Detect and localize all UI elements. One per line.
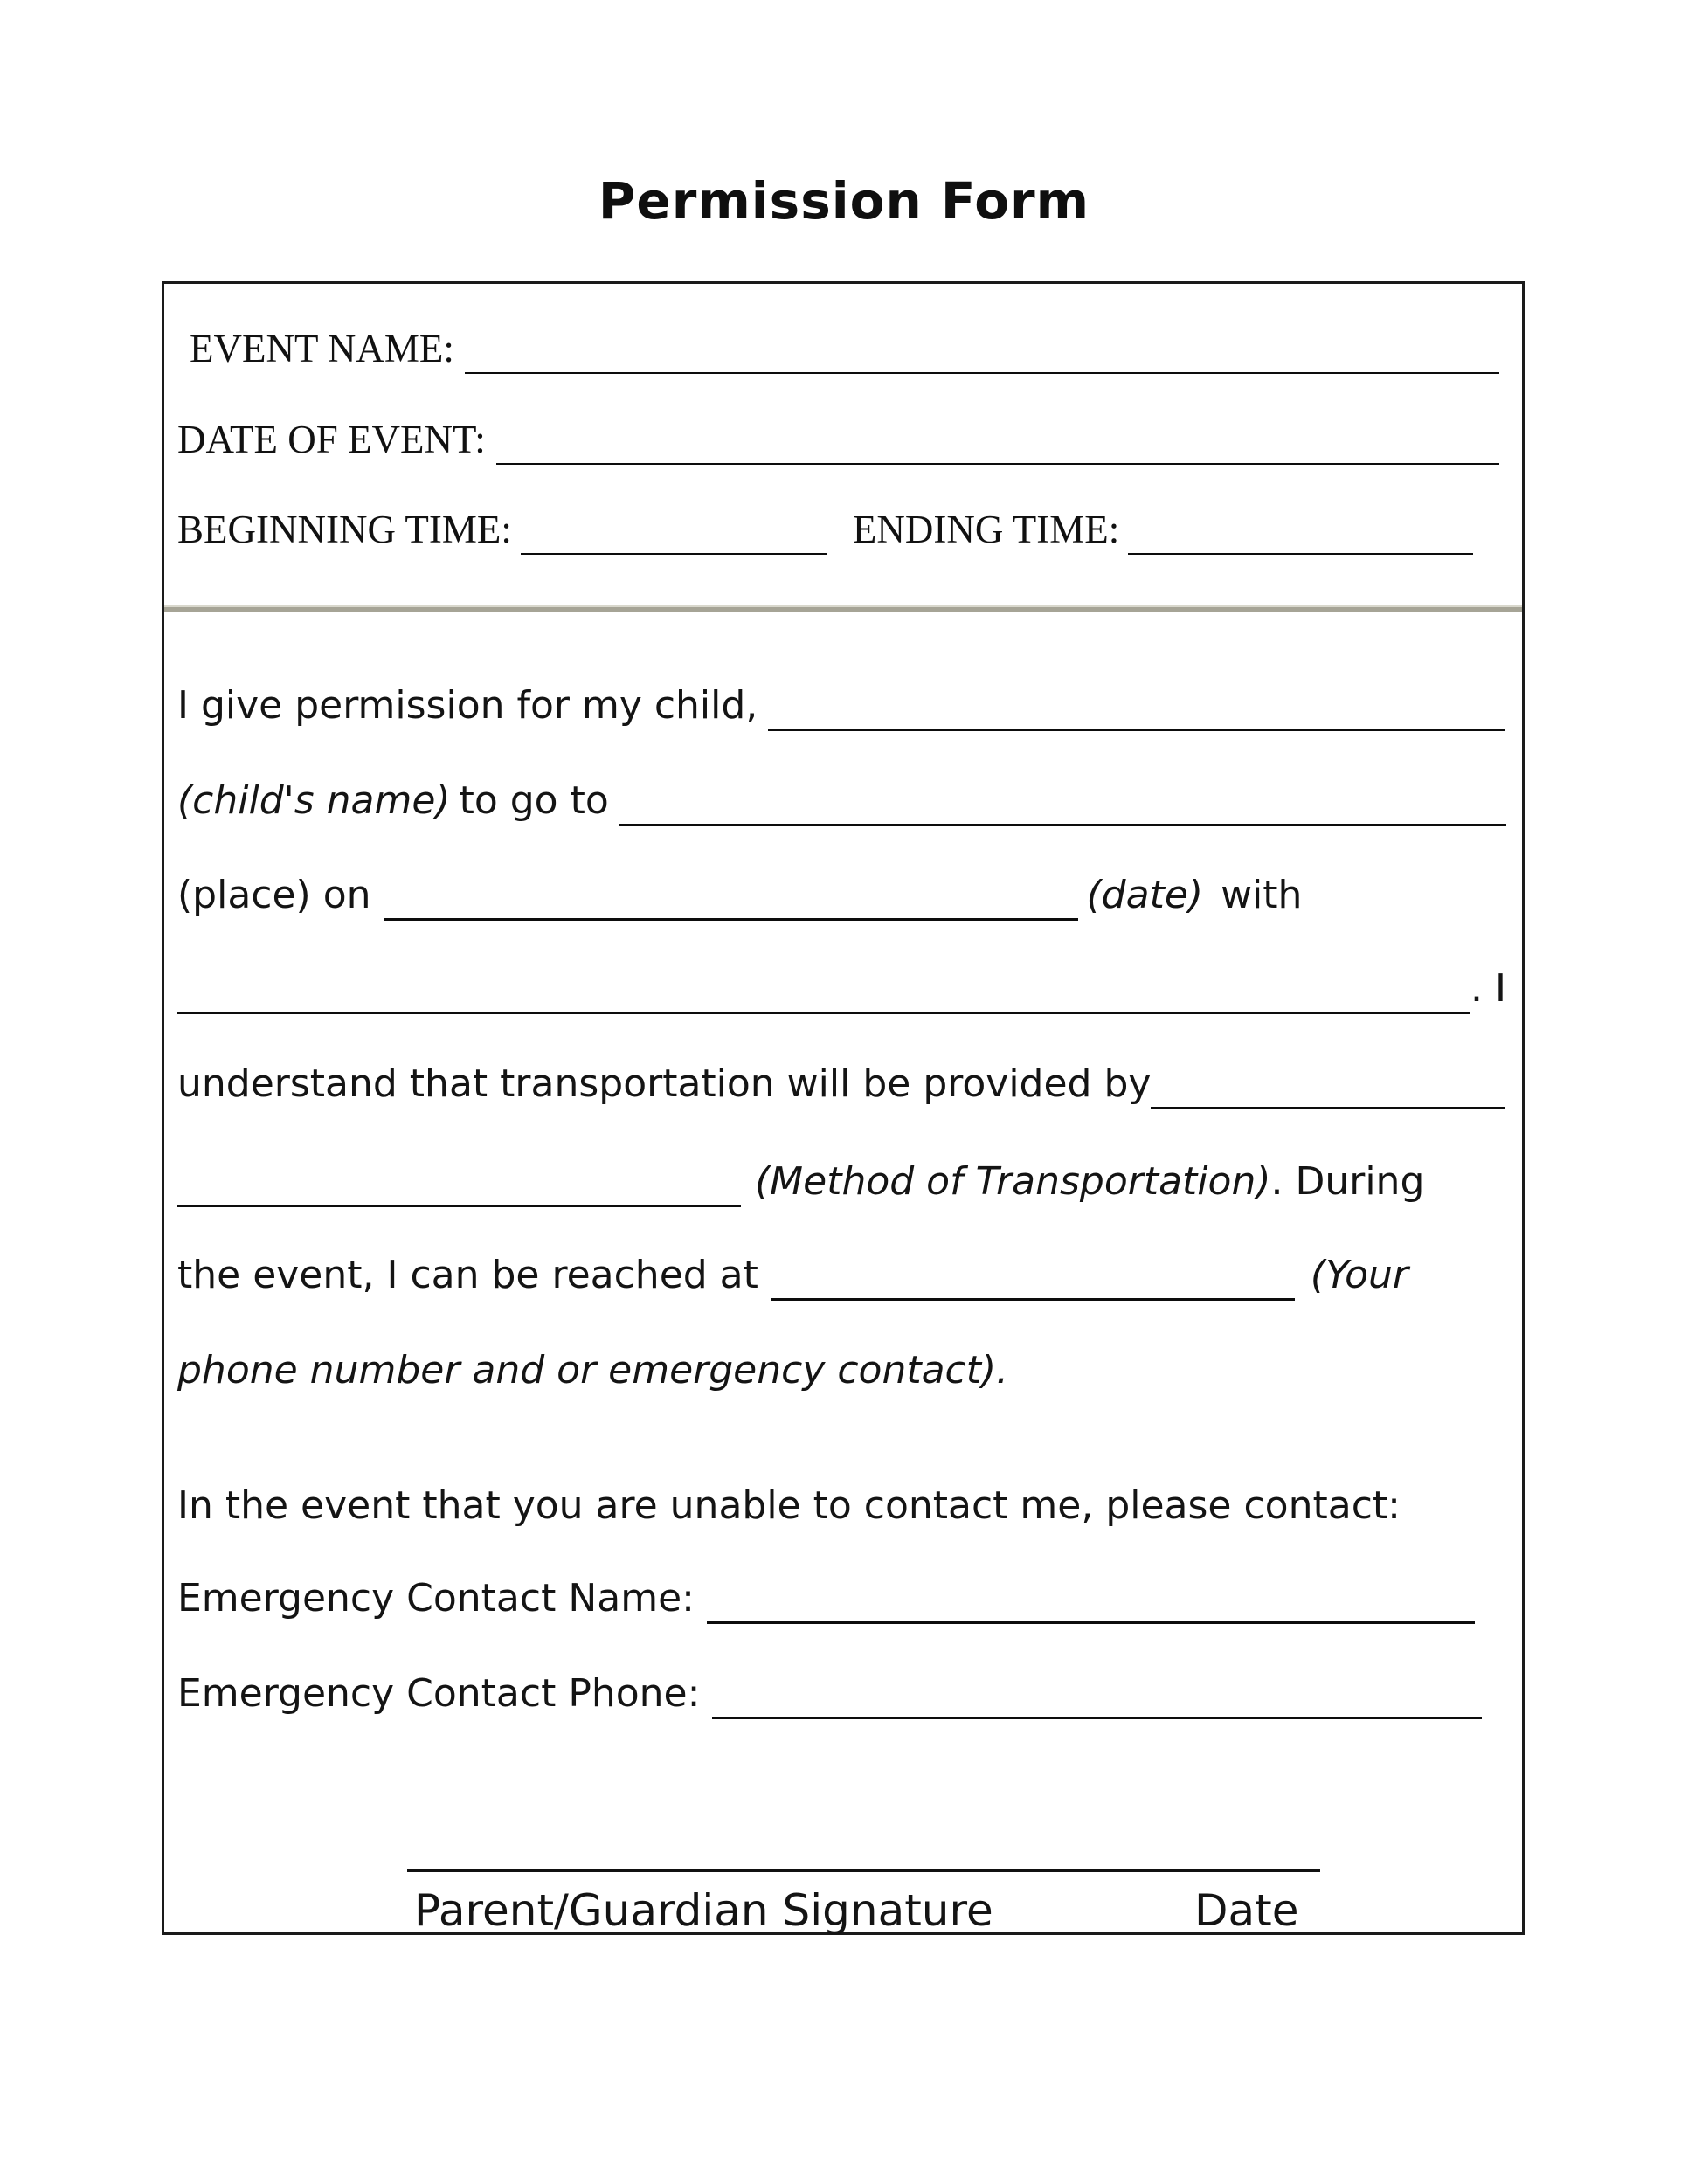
transportation-hint: (Method of Transportation) xyxy=(755,1159,1271,1204)
permission-line-6 xyxy=(177,1157,1506,1207)
date-of-event-label: DATE OF EVENT: xyxy=(177,418,486,461)
permission-line-5-text: understand that transportation will be provided by xyxy=(177,1061,1152,1106)
permission-line-2 xyxy=(177,776,1506,826)
date-blank[interactable] xyxy=(384,867,1078,921)
event-name-blank[interactable] xyxy=(465,321,1499,374)
transportation-blank-1[interactable] xyxy=(1151,1056,1505,1109)
signature-date-label: Date xyxy=(1194,1885,1299,1936)
emergency-contact-name-blank[interactable] xyxy=(707,1571,1475,1624)
permission-line-3-text: with xyxy=(1221,873,1303,917)
permission-line-3 xyxy=(177,870,1506,921)
date-of-event-blank[interactable] xyxy=(496,412,1499,465)
place-blank[interactable] xyxy=(619,773,1506,826)
ending-time-label: ENDING TIME: xyxy=(852,508,1120,551)
signature-line[interactable] xyxy=(407,1869,1320,1872)
permission-line-8 xyxy=(177,1345,1506,1396)
permission-line-4 xyxy=(177,964,1506,1014)
date-of-event-row xyxy=(177,414,1506,465)
transportation-blank-2[interactable] xyxy=(177,1154,741,1207)
signature-label: Parent/Guardian Signature xyxy=(414,1885,993,1936)
emergency-intro-text: In the event that you are unable to contact me, please contact: xyxy=(177,1483,1401,1528)
permission-line-1 xyxy=(177,681,1506,731)
times-row xyxy=(177,504,1506,555)
permission-line-1-text: I give permission for my child, xyxy=(177,683,758,728)
permission-line-7-text: the event, I can be reached at xyxy=(177,1253,758,1297)
companion-blank[interactable] xyxy=(177,961,1470,1014)
page-title: Permission Form xyxy=(598,171,1090,231)
permission-line-6-text: . During xyxy=(1270,1159,1425,1204)
permission-line-7 xyxy=(177,1250,1506,1301)
ending-time-blank[interactable] xyxy=(1128,502,1473,555)
permission-line-5 xyxy=(177,1059,1506,1109)
emergency-contact-phone-row xyxy=(177,1669,1506,1719)
permission-line-2-text: to go to xyxy=(459,778,609,823)
child-name-blank[interactable] xyxy=(768,678,1505,731)
date-hint: (date) xyxy=(1086,873,1204,917)
event-name-row xyxy=(177,323,1506,374)
phone-blank[interactable] xyxy=(771,1248,1295,1301)
beginning-time-label: BEGINNING TIME: xyxy=(177,508,512,551)
section-divider xyxy=(164,605,1522,612)
phone-hint-end: phone number and or emergency contact). xyxy=(177,1348,1009,1393)
phone-hint-start: (Your xyxy=(1310,1253,1409,1297)
permission-form-box xyxy=(162,281,1525,1935)
emergency-intro-line xyxy=(177,1481,1506,1531)
place-hint: (place) on xyxy=(177,873,371,917)
emergency-contact-name-label: Emergency Contact Name: xyxy=(177,1576,695,1621)
beginning-time-blank[interactable] xyxy=(521,502,827,555)
emergency-contact-phone-label: Emergency Contact Phone: xyxy=(177,1671,701,1716)
emergency-contact-phone-blank[interactable] xyxy=(712,1666,1482,1719)
permission-line-4-text: . I xyxy=(1470,966,1506,1011)
emergency-contact-name-row xyxy=(177,1573,1506,1624)
event-name-label: EVENT NAME: xyxy=(190,327,454,370)
child-name-hint: (child's name) xyxy=(177,778,451,823)
